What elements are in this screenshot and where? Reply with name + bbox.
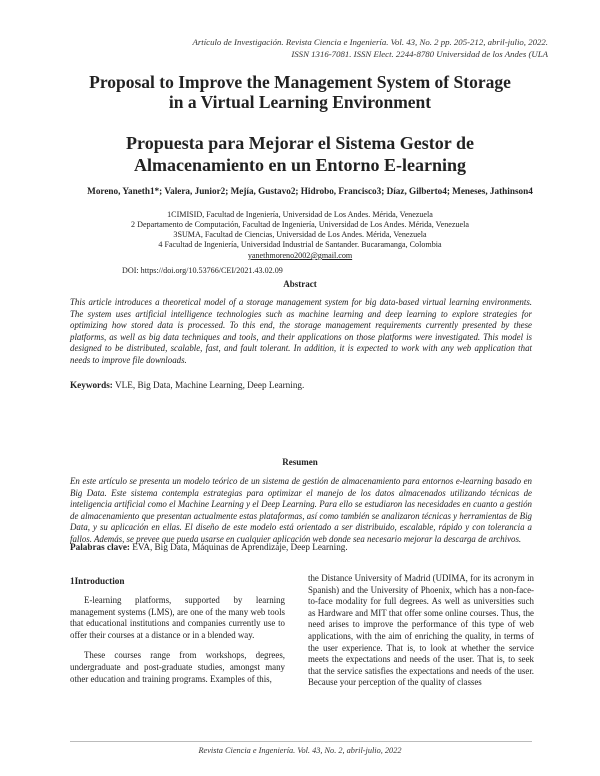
intro-paragraph-3: the Distance University of Madrid (UDIMA, for its acronym in Spanish) and the University of Phoenix, which has a non-face-to-face modality for full degrees. As well as universities such as Hardware and MIT that offer some online courses. Thus, the need arises to improve the performance of this type of web applications, with the aim of enriching the quality, in terms of the user experience. That is, to look at whether the service meets the expectations and needs of the user. That is, to seek that the service satisfies the expectations and needs of the user. Because your perception of the quality of classes <box>308 573 534 688</box>
resumen-text: En este artículo se presenta un modelo teórico de un sistema de gestión de almacenamiento para entornos e-learning basado en Big Data. Este sistema contempla estrategias para optimizar el manejo de los datos almacenados utilizando técnicas de inteligencia artificial como el Machine Learning y el Deep Learning. Para ello se estudiaron las necesidades en cuanto a gestión de almacenamiento que presentan actualmente estas plataformas, así como también se analizaron técnicas y herramientas de Big Data, y su aplicación en ellas. El diseño de este modelo está orientado a ser distribuido, escalable, rápido y con tolerancia a fallos. Además, se prevee que pueda usarse en cualquier aplicación web donde sea necesario mejorar la descarga de archivos. <box>70 476 532 544</box>
doi-link[interactable]: DOI: https://doi.org/10.53766/CEI/2021.43.02.09 <box>122 266 283 275</box>
title-spanish-line-1: Propuesta para Mejorar el Sistema Gestor de <box>126 133 474 153</box>
journal-header-line-2: ISSN 1316-7081. ISSN Elect. 2244-8780 Universidad de los Andes (ULA <box>291 48 548 59</box>
palabras-clave-line <box>70 542 348 552</box>
affiliation-4: 4 Facultad de Ingeniería, Universidad Industrial de Santander. Bucaramanga, Colombia <box>158 240 442 249</box>
journal-footer: Revista Ciencia e Ingeniería. Vol. 43, No. 2, abril-julio, 2022 <box>198 746 402 755</box>
intro-paragraph-1: E-learning platforms, supported by learning management systems (LMS), are one of the many web tools that educational institutions and companies currently use to offer their courses at a distance or in a blended way. <box>70 595 285 640</box>
intro-paragraph-2: These courses range from workshops, degrees, undergraduate and post-graduate studies, amongst many other education and training programs. Examples of this, <box>70 650 285 684</box>
affiliation-2: 2 Departamento de Computación, Facultad de Ingeniería, Universidad de Los Andes. Mérida, Venezuela <box>131 220 469 229</box>
affiliation-1: 1CIMISID, Facultad de Ingeniería, Universidad de Los Andes. Mérida, Venezuela <box>167 210 433 219</box>
abstract-text: This article introduces a theoretical model of a storage management system for big data-based virtual learning environments. The system uses artificial intelligence technologies such as machine learning and deep learning to explore strategies for optimizing how stored data is processed. To this end, the storage management requirements currently presented by these platforms, as well as big data techniques and tools, and their applications on those platforms were investigated. This model is designed to be distributed, scalable, fast, and fault tolerant. In addition, it is expected to work with any web application that needs to improve file downloads. <box>70 297 532 365</box>
section-heading-introduction: 1Introduction <box>70 576 125 586</box>
title-english-line-2: in a Virtual Learning Environment <box>168 92 432 112</box>
journal-header-line-1: Artículo de Investigación. Revista Ciencia e Ingeniería. Vol. 43, No. 2 pp. 205-212, abril-julio, 2022. <box>192 37 548 47</box>
palabras-clave-label: Palabras clave: <box>70 542 130 552</box>
resumen-heading: Resumen <box>282 457 318 467</box>
title-spanish <box>60 132 540 176</box>
footer-divider <box>70 741 532 742</box>
keywords-value: VLE, Big Data, Machine Learning, Deep Learning. <box>115 380 305 390</box>
body-column-right <box>308 573 534 689</box>
keywords-line <box>70 380 304 390</box>
title-english-line-1: Proposal to Improve the Management System of Storage <box>89 72 511 92</box>
palabras-clave-value: EVA, Big Data, Máquinas de Aprendizaje, Deep Learning. <box>132 542 348 552</box>
journal-header <box>193 37 549 60</box>
author-list: Moreno, Yaneth1*; Valera, Junior2; Mejía, Gustavo2; Hidrobo, Francisco3; Díaz, Gilberto4; Meneses, Jathinson4 <box>87 186 533 196</box>
author-email-link[interactable]: yanethmoreno2002@gmail.com <box>247 251 353 260</box>
title-english <box>60 72 540 112</box>
keywords-label: Keywords: <box>70 380 113 390</box>
title-spanish-line-2: Almacenamiento en un Entorno E-learning <box>133 155 466 175</box>
affiliation-3: 3SUMA, Facultad de Ciencias, Universidad de Los Andes. Mérida, Venezuela <box>173 230 427 239</box>
body-column-left <box>70 595 285 694</box>
abstract-heading: Abstract <box>283 279 317 289</box>
